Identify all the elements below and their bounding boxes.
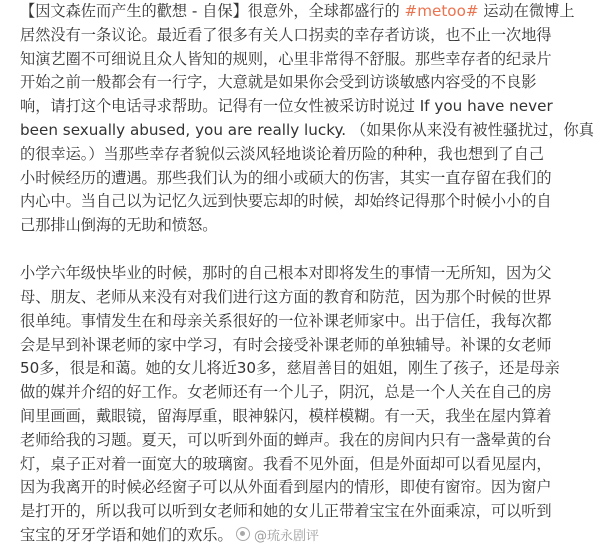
paragraph-line: 母、朋友、老师从来没有对我们进行这方面的教育和防范，因为那个时候的世界 xyxy=(20,287,552,306)
hashtag-link[interactable]: #metoo# xyxy=(404,2,479,20)
paragraph-line: 开始之前一般都会有一行字，大意就是如果你会受到访谈敏感内容受的不良影 xyxy=(20,73,537,92)
line-text: 运动在微博上 xyxy=(478,2,575,20)
watermark-text: @琉永剧评 xyxy=(254,528,320,544)
paragraph-line: 因为我离开的时候必经窗子可以从外面看到屋内的情形，即使有窗帘。因为窗户 xyxy=(20,478,552,497)
paragraph-line: 的很幸运。）当那些幸存者貌似云淡风轻地谈论着历险的种种，我也想到了自己 xyxy=(20,144,544,163)
paragraph-line xyxy=(20,0,575,24)
paragraph-line: 灯，桌子正对着一面宽大的玻璃窗。我看不见外面，但是外面却可以看见屋内， xyxy=(20,454,552,473)
paragraph-line: 50多，很是和蔼。她的女儿将近30多，慈眉善目的姐姐，刚生了孩子，还是母亲 xyxy=(20,359,560,378)
paragraph-line: 间里画画，戴眼镜，留海厚重，眼神躲闪，模样模糊。有一天，我坐在屋内算着 xyxy=(20,406,552,425)
paragraph-1 xyxy=(20,0,594,238)
paragraph-line: 宝宝的牙牙学语和她们的欢乐。 xyxy=(20,525,233,544)
paragraph-line: 老师给我的习题。夏天，可以听到外面的蝉声。我在的房间内只有一盏晕黄的台 xyxy=(20,430,552,449)
paragraph-line: 知演艺圈不可细说且众人皆知的规则，心里非常得不舒服。那些幸存者的纪录片 xyxy=(20,49,552,68)
paragraph-line: been sexually abused, you are really lucky. （如果你从来没有被性骚扰过，你真 xyxy=(20,120,594,139)
article-body xyxy=(20,0,594,548)
paragraph-line: 响，请打这个电话寻求帮助。记得有一位女性被采访时说过 If you have never xyxy=(20,97,553,116)
paragraph-line: 小学六年级快毕业的时候，那时的自己根本对即将发生的事情一无所知，因为父 xyxy=(20,264,552,283)
paragraph-line: 内心中。当自己以为记忆久远到快要忘却的时候，却始终记得那个时候小小的自 xyxy=(20,192,552,211)
paragraph-line: 居然没有一条议论。最近看了很多有关人口拐卖的幸存者访谈，也不止一次地得 xyxy=(20,25,552,44)
paragraph-line: 是打开的，所以我可以听到女老师和她的女儿正带着宝宝在外面乘凉，可以听到 xyxy=(20,502,552,521)
paragraph-line: 己那排山倒海的无助和愤怒。 xyxy=(20,216,218,235)
paragraph-line: 很单纯。事情发生在和母亲关系很好的一位补课老师家中。出于信任，我每次都 xyxy=(20,311,552,330)
paragraph-spacer xyxy=(20,238,530,262)
weibo-user-icon xyxy=(236,527,250,541)
paragraph-2 xyxy=(20,262,560,548)
paragraph-line: 会是早到补课老师的家中学习，有时会接受补课老师的单独辅导。补课的女老师 xyxy=(20,335,552,354)
paragraph-line: 小时候经历的遭遇。那些我们认为的细小或硕大的伤害，其实一直存留在我们的 xyxy=(20,168,552,187)
line-text: 【因文森佐而产生的歡想 - 自保】很意外，全球都盛行的 xyxy=(20,2,405,20)
paragraph-line: 做的媒并介绍的好工作。女老师还有一个儿子，阴沉，总是一个人关在自己的房 xyxy=(20,383,552,402)
watermark xyxy=(236,523,319,545)
